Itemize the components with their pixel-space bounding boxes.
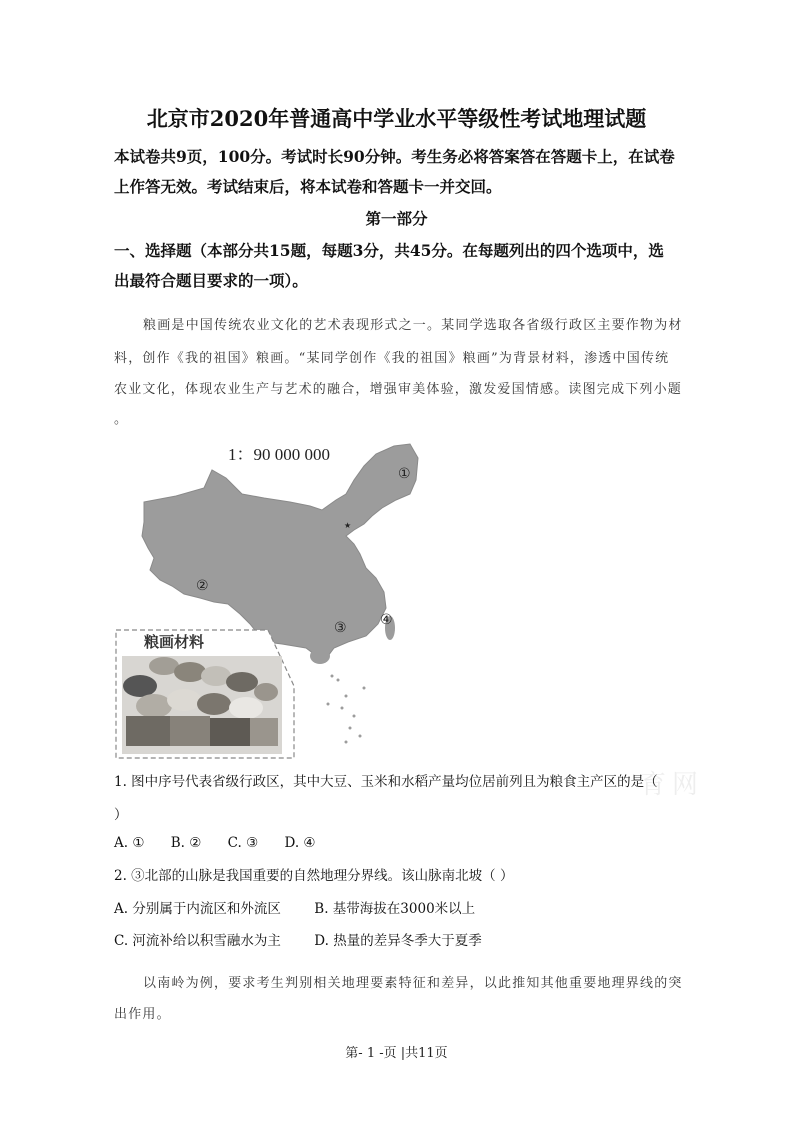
capital-star-icon: ★ <box>344 521 352 530</box>
map-marker-2: ② <box>196 578 209 594</box>
china-map-shape <box>142 444 418 662</box>
map-marker-1: ① <box>398 466 411 482</box>
question-1-stem: 1. 图中序号代表省级行政区，其中大豆、玉米和水稻产量均位居前列且为粮食主产区的是（ <box>114 774 658 790</box>
document-title: 北京市2020年普通高中学业水平等级性考试地理试题 <box>146 106 647 131</box>
section-heading-line-2: 出最符合题目要求的一项）。 <box>114 271 308 290</box>
part-heading: 第一部分 <box>365 209 428 228</box>
hainan-shape <box>310 648 330 664</box>
note-line-2: 出作用。 <box>114 1007 171 1022</box>
question-1-option-a: A. ① <box>114 835 145 851</box>
intro-paragraph-line-1: 粮画是中国传统农业文化的艺术表现形式之一。某同学选取各省级行政区主要作物为材 <box>143 318 683 333</box>
question-1-stem-end: ） <box>114 807 128 823</box>
note-line-1: 以南岭为例，要求考生判别相关地理要素特征和差异，以此推知其他重要地理界线的突 <box>143 976 683 991</box>
intro-paragraph-line-4: 。 <box>114 412 129 427</box>
question-1-option-c: C. ③ <box>227 835 259 851</box>
question-2-options-row-2 <box>114 929 482 949</box>
grain-material-inset-label: 粮画材料 <box>144 633 205 651</box>
question-1-option-b: B. ② <box>170 835 202 851</box>
question-2-option-a: A. 分别属于内流区和外流区 <box>114 901 281 917</box>
question-1-options <box>114 835 338 851</box>
question-2-option-d: D. 热量的差异冬季大于夏季 <box>314 933 482 949</box>
watermark: 育网 <box>640 770 705 800</box>
question-2-option-c: C. 河流补给以积雪融水为主 <box>114 933 281 949</box>
intro-paragraph-line-3: 农业文化，体现农业生产与艺术的融合，增强审美体验，激发爱国情感。读图完成下列小题 <box>114 382 683 397</box>
section-heading-line-1: 一、选择题（本部分共15题，每题3分，共45分。在每题列出的四个选项中，选 <box>114 241 664 260</box>
grain-sacks-picture <box>122 656 282 754</box>
china-map-figure <box>114 436 434 760</box>
map-scale: 1：90 000 000 <box>228 445 330 464</box>
intro-paragraph-line-2: 料，创作《我的祖国》粮画。“某同学创作《我的祖国》粮画”为背景材料，渗透中国传统 <box>114 351 670 366</box>
page-footer: 第- 1 -页 |共11页 <box>345 1046 448 1061</box>
south-sea-islands <box>327 675 366 744</box>
question-2-options-row-1 <box>114 897 475 917</box>
map-marker-3: ③ <box>334 620 347 636</box>
instructions-line-2: 上作答无效。考试结束后，将本试卷和答题卡一并交回。 <box>114 177 502 196</box>
instructions-line-1: 本试卷共9页，100分。考试时长90分钟。考生务必将答案答在答题卡上，在试卷 <box>114 147 675 166</box>
question-1-option-d: D. ④ <box>284 835 316 851</box>
question-2-stem: 2. ③北部的山脉是我国重要的自然地理分界线。该山脉南北坡（ ） <box>114 868 514 884</box>
question-2-option-b: B. 基带海拔在3000米以上 <box>314 901 476 917</box>
map-marker-4: ④ <box>380 612 393 628</box>
